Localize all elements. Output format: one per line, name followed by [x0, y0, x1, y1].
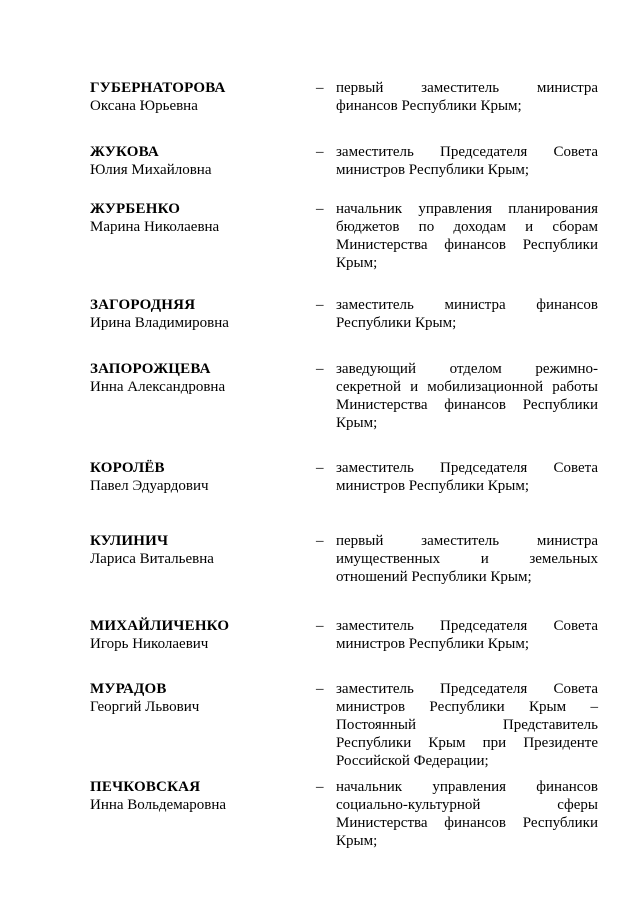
role-line: министров Республики Крым; [336, 636, 530, 652]
position-description [336, 143, 598, 179]
role-line: Постоянный Представитель [336, 717, 598, 733]
role-line: Министерства финансов Республики [336, 237, 598, 253]
role-line: имущественных и земельных [336, 551, 598, 567]
surname: МУРАДОВ [90, 681, 167, 697]
surname: ГУБЕРНАТОРОВА [90, 80, 226, 96]
role-line: секретной и мобилизационной работы [336, 379, 598, 395]
given-name: Юлия Михайловна [90, 162, 212, 178]
role-line: заместитель министра финансов [336, 297, 598, 313]
given-name: Павел Эдуардович [90, 478, 209, 494]
role-line: первый заместитель министра [336, 80, 598, 96]
person-name [90, 459, 300, 495]
position-description [336, 532, 598, 586]
dash: – [316, 144, 324, 160]
position-description [336, 296, 598, 332]
given-name: Инна Вольдемаровна [90, 797, 227, 813]
role-line: Российской Федерации; [336, 753, 489, 769]
role-line: Крым; [336, 415, 378, 431]
person-name [90, 79, 300, 115]
surname: ЗАГОРОДНЯЯ [90, 297, 196, 313]
dash: – [316, 80, 324, 96]
surname: ПЕЧКОВСКАЯ [90, 779, 201, 795]
role-line: Республики Крым при Президенте [336, 735, 598, 751]
given-name: Лариса Витальевна [90, 551, 214, 567]
given-name: Инна Александровна [90, 379, 226, 395]
role-line: заместитель Председателя Совета [336, 144, 598, 160]
person-name [90, 296, 300, 332]
role-line: начальник управления планирования [336, 201, 598, 217]
dash: – [316, 533, 324, 549]
role-line: Министерства финансов Республики [336, 815, 598, 831]
surname: ЖУРБЕНКО [90, 201, 181, 217]
given-name: Марина Николаевна [90, 219, 220, 235]
role-line: Крым; [336, 833, 378, 849]
position-description [336, 200, 598, 272]
person-name [90, 778, 300, 814]
role-line: бюджетов по доходам и сборам [336, 219, 598, 235]
surname: КУЛИНИЧ [90, 533, 169, 549]
person-name [90, 617, 300, 653]
role-line: первый заместитель министра [336, 533, 598, 549]
given-name: Оксана Юрьевна [90, 98, 198, 114]
role-line: Крым; [336, 255, 378, 271]
dash: – [316, 361, 324, 377]
surname: ЖУКОВА [90, 144, 159, 160]
position-description [336, 680, 598, 770]
dash: – [316, 201, 324, 217]
position-description [336, 360, 598, 432]
role-line: Республики Крым; [336, 315, 457, 331]
role-line: заведующий отделом режимно- [336, 361, 598, 377]
role-line: отношений Республики Крым; [336, 569, 532, 585]
position-description [336, 778, 598, 850]
role-line: начальник управления финансов [336, 779, 598, 795]
given-name: Ирина Владимировна [90, 315, 229, 331]
role-line: заместитель Председателя Совета [336, 618, 598, 634]
role-line: министров Республики Крым; [336, 478, 530, 494]
dash: – [316, 297, 324, 313]
surname: ЗАПОРОЖЦЕВА [90, 361, 211, 377]
role-line: Министерства финансов Республики [336, 397, 598, 413]
role-line: заместитель Председателя Совета [336, 460, 598, 476]
role-line: социально-культурной сферы [336, 797, 598, 813]
person-name [90, 360, 300, 396]
surname: МИХАЙЛИЧЕНКО [90, 618, 230, 634]
given-name: Игорь Николаевич [90, 636, 209, 652]
role-line: министров Республики Крым; [336, 162, 530, 178]
role-line: министров Республики Крым – [336, 699, 598, 715]
position-description [336, 459, 598, 495]
surname: КОРОЛЁВ [90, 460, 165, 476]
position-description [336, 617, 598, 653]
given-name: Георгий Львович [90, 699, 200, 715]
person-name [90, 532, 300, 568]
dash: – [316, 779, 324, 795]
role-line: заместитель Председателя Совета [336, 681, 598, 697]
person-name [90, 143, 300, 179]
position-description [336, 79, 598, 115]
dash: – [316, 618, 324, 634]
person-name [90, 200, 300, 236]
role-line: финансов Республики Крым; [336, 98, 522, 114]
dash: – [316, 681, 324, 697]
person-name [90, 680, 300, 716]
dash: – [316, 460, 324, 476]
